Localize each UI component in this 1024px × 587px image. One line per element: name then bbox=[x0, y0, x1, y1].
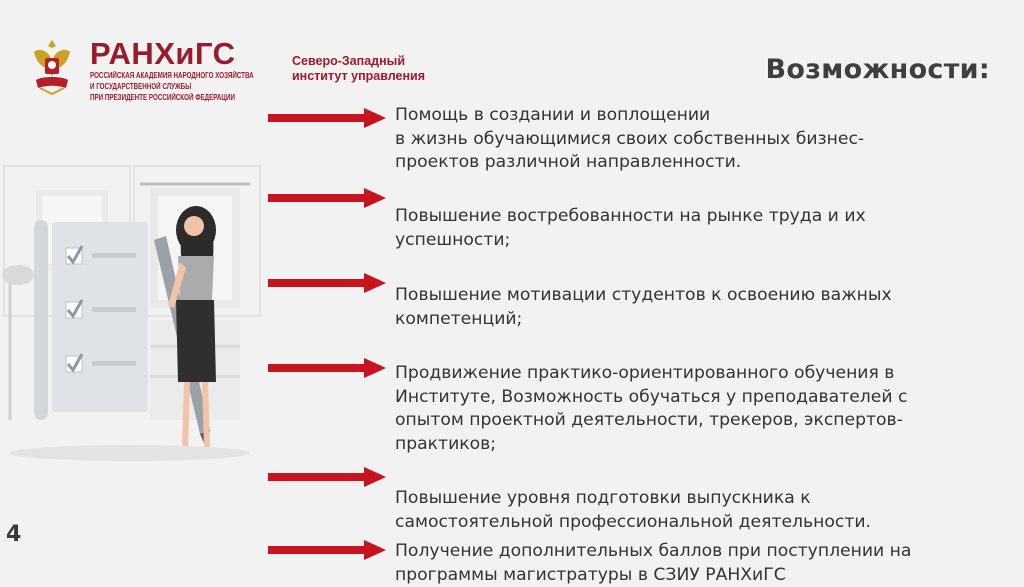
brand-subtitle-line: РОССИЙСКАЯ АКАДЕМИЯ НАРОДНОГО ХОЗЯЙСТВА bbox=[90, 71, 254, 80]
red-arrow-icon bbox=[268, 540, 386, 560]
institute-line: Северо-Западный bbox=[292, 54, 406, 68]
brand-title: РАНХиГС bbox=[90, 36, 236, 71]
list-item-text: Повышение мотивации студентов к освоению важных компетенций; bbox=[395, 285, 892, 329]
list-item-text: Помощь в создании и воплощении в жизнь обучающимися своих собственных бизнес- проектов различной направленности. bbox=[395, 105, 865, 172]
list-item-text: Продвижение практико-ориентированного обучения в Институте, Возможность обучаться у преподавателей с опытом проектной деятельности, трекеров, экспертов- практиков; bbox=[395, 363, 908, 454]
ranepa-logo bbox=[90, 36, 254, 102]
red-arrow-icon bbox=[268, 108, 386, 128]
woman-checklist-illustration bbox=[0, 160, 270, 465]
list-item-text: Повышение уровня подготовки выпускника к самостоятельной профессиональной деятельности. bbox=[395, 488, 872, 532]
red-arrow-icon bbox=[268, 188, 386, 208]
institute-name bbox=[292, 54, 472, 84]
brand-subtitle-line: И ГОСУДАРСТВЕННОЙ СЛУЖБЫ bbox=[90, 82, 192, 91]
red-arrow-icon bbox=[268, 467, 386, 487]
page-number: 4 bbox=[6, 522, 22, 547]
red-arrow-icon bbox=[268, 273, 386, 293]
list-item-text: Получение дополнительных баллов при поступлении на программы магистратуры в СЗИУ РАНХиГС bbox=[395, 541, 912, 585]
institute-line: институт управления bbox=[292, 69, 425, 83]
slide-heading: Возможности: bbox=[765, 54, 990, 85]
list-item-text: Повышение востребованности на рынке труда и их успешности; bbox=[395, 206, 866, 250]
red-arrow-icon bbox=[268, 358, 386, 378]
brand-subtitle-line: ПРИ ПРЕЗИДЕНТЕ РОССИЙСКОЙ ФЕДЕРАЦИИ bbox=[90, 93, 235, 102]
emblem-icon bbox=[28, 36, 76, 98]
